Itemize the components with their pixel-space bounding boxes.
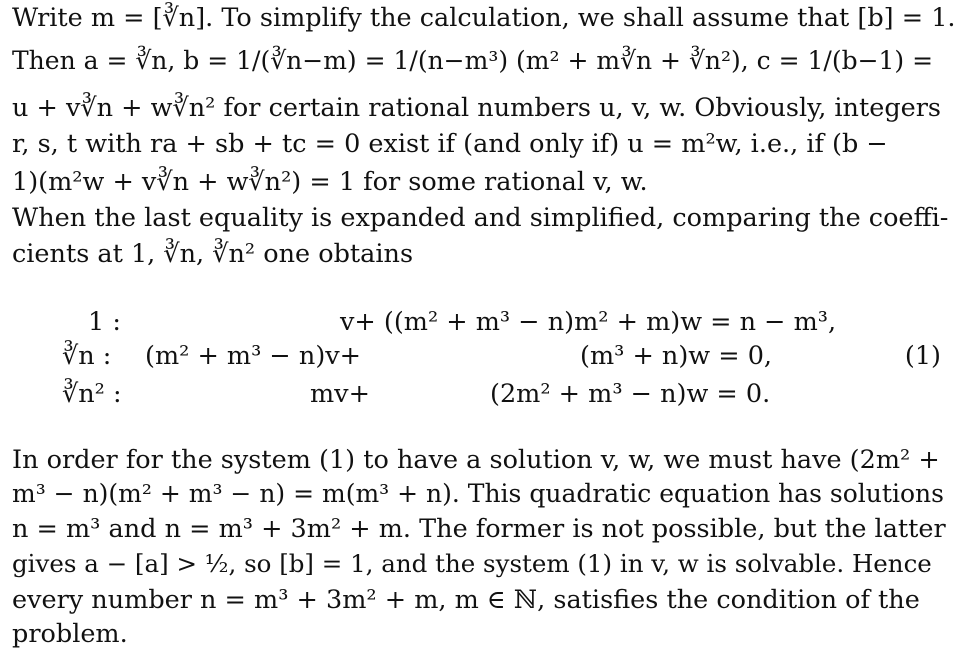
text-line: Then a = ∛n, b = 1/(∛n−m) = 1/(n−m³) (m² + m∛n + ∛n²), c = 1/(b−1) =	[12, 46, 934, 75]
paragraph-1-line-5	[12, 166, 648, 198]
text-line: In order for the system (1) to have a solution v, w, we must have (2m² +	[12, 445, 940, 475]
text-line: cients at 1, ∛n, ∛n² one obtains	[12, 239, 414, 269]
system-row-2-left: (m² + m³ − n)v+	[145, 341, 362, 371]
paragraph-3-line-1	[12, 444, 940, 476]
text-line: m³ − n)(m² + m³ − n) = m(m³ + n). This quadratic equation has solutions	[12, 479, 944, 508]
text-line: 1)(m²w + v∛n + w∛n²) = 1 for some rational v, w.	[12, 167, 648, 197]
text-line: When the last equality is expanded and simplified, comparing the coeffi-	[12, 203, 949, 233]
system-row-2-right: (m³ + n)w = 0,	[580, 341, 773, 371]
system-row-3-right: (2m² + m³ − n)w = 0.	[490, 379, 771, 409]
text-line: every number n = m³ + 3m² + m, m ∈ ℕ, satisfies the condition of the	[12, 585, 920, 615]
paragraph-3-line-3	[12, 513, 946, 545]
paragraph-3-line-2	[12, 478, 944, 510]
paragraph-3-line-5	[12, 584, 920, 616]
system-row-3-label: ∛n² :	[62, 379, 122, 409]
equation-number: (1)	[904, 341, 941, 371]
paragraph-2-line-1	[12, 202, 948, 234]
text-line: n = m³ and n = m³ + 3m² + m. The former is not possible, but the latter	[12, 514, 946, 544]
system-row-2-label: ∛n :	[62, 341, 112, 371]
system-row-1-expression: v+ ((m² + m³ − n)m² + m)w = n − m³,	[340, 307, 837, 337]
paragraph-1-line-2	[12, 45, 933, 77]
system-row-3-left: mv+	[310, 379, 370, 409]
text-line: r, s, t with ra + sb + tc = 0 exist if (and only if) u = m²w, i.e., if (b −	[12, 129, 888, 159]
text-line: Write m = [∛n]. To simplify the calculation, we shall assume that [b] = 1.	[12, 3, 956, 33]
system-row-1-label: 1 :	[88, 307, 121, 337]
text-line: gives a − [a] > ½, so [b] = 1, and the system (1) in v, w is solvable. Hence	[12, 549, 932, 578]
text-line: problem.	[12, 619, 128, 649]
text-line: u + v∛n + w∛n² for certain rational numbers u, v, w. Obviously, integers	[12, 93, 942, 123]
paragraph-3-line-4	[12, 548, 932, 580]
paragraph-2-line-2	[12, 238, 413, 270]
paragraph-1-line-4	[12, 128, 888, 160]
paragraph-1-line-1	[12, 2, 956, 34]
paragraph-1-line-3	[12, 92, 941, 124]
paragraph-3-line-6	[12, 618, 128, 650]
